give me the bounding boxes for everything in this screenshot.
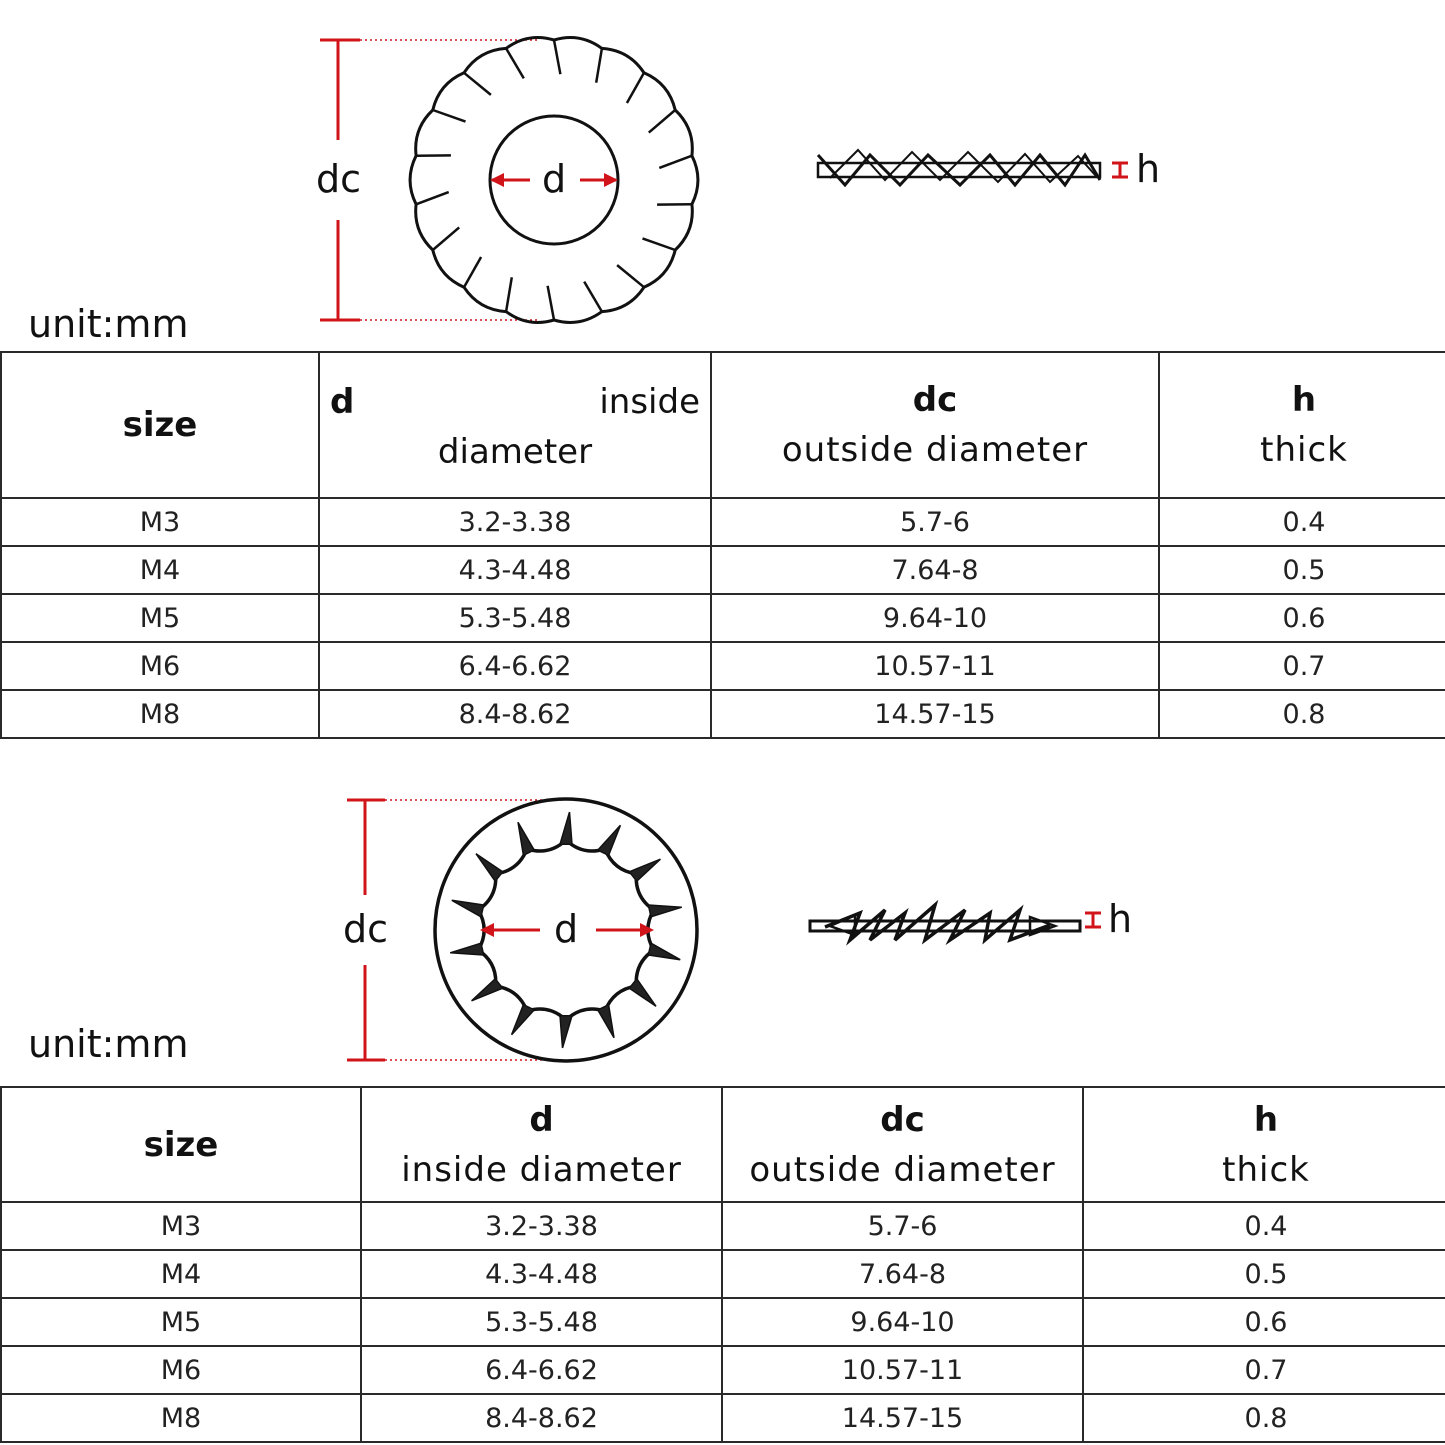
cell-outside-diameter: 9.64-10 (711, 594, 1159, 642)
header-h (1159, 352, 1445, 498)
tooth-spike (598, 1005, 614, 1038)
cell-size: M6 (1, 1346, 361, 1394)
cell-size: M6 (1, 642, 319, 690)
tooth-slot (416, 192, 449, 204)
cell-size: M3 (1, 1202, 361, 1250)
cell-outside-diameter: 14.57-15 (711, 690, 1159, 738)
tooth-spike (450, 943, 484, 955)
cell-thick: 0.8 (1159, 690, 1445, 738)
unit-label: unit:mm (28, 302, 189, 346)
d-label: d (542, 157, 567, 201)
header-dc-symbol: dc (880, 1099, 925, 1140)
header-h-text: thick (1222, 1149, 1310, 1190)
cell-outside-diameter: 5.7-6 (711, 498, 1159, 546)
cell-size: M4 (1, 546, 319, 594)
external-tooth-washer-drawing (0, 0, 1445, 345)
h-label: h (1108, 897, 1133, 941)
tooth-spike (560, 1016, 572, 1048)
cell-inside-diameter: 8.4-8.62 (319, 690, 711, 738)
tooth-slot (464, 73, 491, 95)
header-size: size (1, 352, 319, 498)
cell-outside-diameter: 7.64-8 (722, 1250, 1083, 1298)
tooth-slot (627, 73, 644, 103)
tooth-slot (584, 282, 602, 312)
table-row (1, 1346, 1445, 1394)
header-d-text: inside diameter (401, 1149, 682, 1190)
table-row (1, 1394, 1445, 1442)
internal-tooth-washer-drawing (0, 745, 1445, 1080)
header-dc-text: outside diameter (781, 430, 1089, 470)
tooth-slot (506, 48, 524, 78)
cell-inside-diameter: 8.4-8.62 (361, 1394, 722, 1442)
table-row (1, 546, 1445, 594)
table-header-row (1, 1087, 1445, 1202)
tooth-spike (648, 943, 680, 960)
table-row (1, 1298, 1445, 1346)
cell-thick: 0.7 (1159, 642, 1445, 690)
header-h (1083, 1087, 1445, 1202)
table-body (1, 498, 1445, 738)
cell-size: M5 (1, 1298, 361, 1346)
cell-thick: 0.6 (1083, 1298, 1445, 1346)
cell-thick: 0.5 (1159, 546, 1445, 594)
cell-inside-diameter: 5.3-5.48 (319, 594, 711, 642)
cell-size: M8 (1, 1394, 361, 1442)
d-label: d (554, 907, 579, 951)
tooth-spike (452, 900, 484, 917)
tooth-spike (518, 822, 534, 855)
tooth-spike (629, 859, 660, 881)
spec-table (0, 351, 1445, 739)
table-body (1, 1202, 1445, 1442)
header-d (319, 352, 711, 498)
dc-label: dc (343, 907, 389, 951)
cell-inside-diameter: 3.2-3.38 (319, 498, 711, 546)
header-h-symbol: h (1291, 380, 1317, 420)
dc-label: dc (316, 157, 362, 201)
tooth-slot (643, 238, 676, 250)
table-row (1, 1202, 1445, 1250)
header-d-text-bottom: diameter (437, 432, 593, 472)
tooth-slot (659, 156, 692, 168)
cell-outside-diameter: 10.57-11 (722, 1346, 1083, 1394)
unit-label: unit:mm (28, 1022, 189, 1066)
header-d (361, 1087, 722, 1202)
header-dc (711, 352, 1159, 498)
cell-thick: 0.4 (1159, 498, 1445, 546)
cell-thick: 0.8 (1083, 1394, 1445, 1442)
header-dc-symbol: dc (912, 380, 958, 420)
tooth-slot (596, 48, 602, 82)
cell-thick: 0.4 (1083, 1202, 1445, 1250)
cell-outside-diameter: 5.7-6 (722, 1202, 1083, 1250)
tooth-spike (648, 905, 682, 917)
tooth-spike (598, 825, 621, 855)
spec-table (0, 1086, 1445, 1443)
header-size: size (1, 1087, 361, 1202)
tooth-spike (476, 854, 503, 882)
cell-inside-diameter: 3.2-3.38 (361, 1202, 722, 1250)
cell-thick: 0.6 (1159, 594, 1445, 642)
cell-inside-diameter: 4.3-4.48 (319, 546, 711, 594)
h-label: h (1136, 147, 1161, 191)
cell-inside-diameter: 4.3-4.48 (361, 1250, 722, 1298)
header-dc-text: outside diameter (749, 1149, 1056, 1190)
internal-washer-side-view-icon (810, 905, 1080, 940)
header-dc (722, 1087, 1083, 1202)
tooth-slot (548, 286, 554, 320)
cell-size: M8 (1, 690, 319, 738)
tooth-spike (512, 1005, 535, 1035)
header-h-text: thick (1260, 430, 1348, 470)
cell-inside-diameter: 6.4-6.62 (319, 642, 711, 690)
tooth-slot (433, 110, 466, 122)
cell-thick: 0.5 (1083, 1250, 1445, 1298)
tooth-spike (629, 979, 656, 1007)
tooth-slot (649, 110, 675, 133)
internal-tooth-washer-section (0, 745, 1445, 1445)
cell-outside-diameter: 9.64-10 (722, 1298, 1083, 1346)
tooth-slot (554, 40, 560, 74)
tooth-spike (560, 812, 572, 844)
table-row (1, 690, 1445, 738)
cell-outside-diameter: 10.57-11 (711, 642, 1159, 690)
tooth-slot (464, 257, 481, 287)
header-d-symbol: d (330, 382, 355, 422)
tooth-slot (617, 265, 644, 287)
table-row (1, 594, 1445, 642)
cell-size: M5 (1, 594, 319, 642)
cell-outside-diameter: 14.57-15 (722, 1394, 1083, 1442)
cell-size: M3 (1, 498, 319, 546)
cell-thick: 0.7 (1083, 1346, 1445, 1394)
header-d-symbol: d (529, 1099, 554, 1140)
table-row (1, 642, 1445, 690)
tooth-spike (472, 979, 503, 1001)
tooth-slot (506, 277, 512, 311)
table-row (1, 1250, 1445, 1298)
header-d-text-top: inside (599, 382, 700, 422)
header-h-symbol: h (1253, 1099, 1279, 1140)
table-header-row (1, 352, 1445, 498)
external-washer-side-view-icon (818, 150, 1100, 185)
table-row (1, 498, 1445, 546)
tooth-slot (433, 227, 459, 250)
cell-inside-diameter: 5.3-5.48 (361, 1298, 722, 1346)
cell-size: M4 (1, 1250, 361, 1298)
cell-inside-diameter: 6.4-6.62 (361, 1346, 722, 1394)
h-dimension (1112, 163, 1128, 177)
cell-outside-diameter: 7.64-8 (711, 546, 1159, 594)
h-dimension (1085, 913, 1101, 927)
